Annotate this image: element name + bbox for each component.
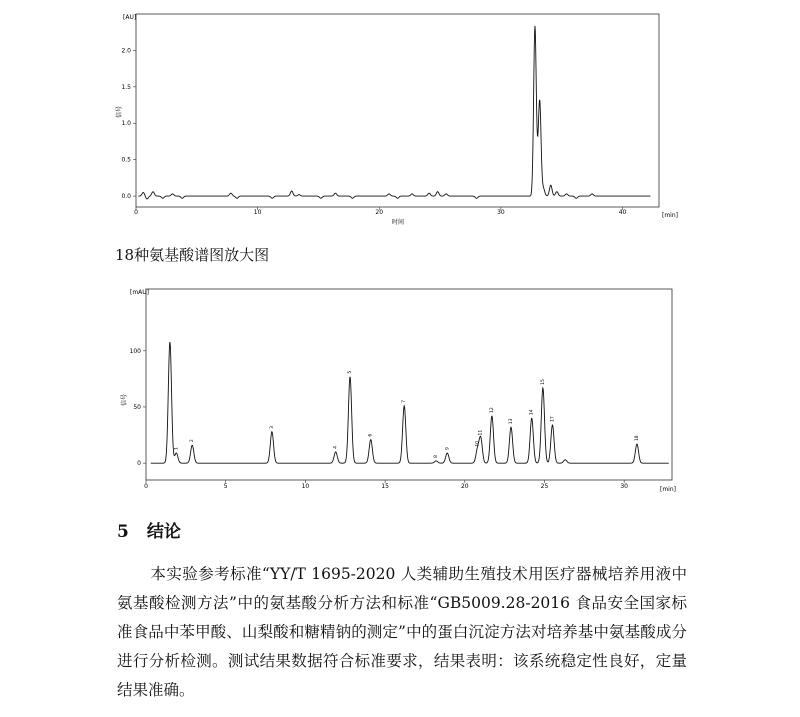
- chart2-y-tick-label: 100: [129, 347, 141, 355]
- peak-label: 11: [478, 429, 484, 436]
- chart1-x-tick-label: 20: [375, 209, 384, 216]
- chart1-xlabel: 时间: [391, 219, 405, 226]
- chart1-x-tick-label: 10: [253, 209, 262, 216]
- peak-label: 9: [445, 447, 451, 451]
- conclusion-paragraph: [117, 560, 687, 705]
- figure-caption: 18种氨基酸谱图放大图: [115, 246, 270, 264]
- chart1-x-unit: [min]: [662, 212, 678, 219]
- chart1-signal-trace: [138, 26, 650, 199]
- peak-label: 12: [489, 407, 495, 413]
- chart2-y-unit: [mAU]: [130, 289, 150, 296]
- peak-label: 3: [269, 425, 275, 429]
- chart1-y-tick-label: 2.0: [121, 47, 131, 55]
- chart2-x-tick-label: 25: [540, 483, 549, 490]
- peak-label: 17: [550, 416, 556, 422]
- chart2-x-tick-label: 15: [381, 483, 389, 490]
- chart-amino-acid-expanded: [120, 289, 676, 493]
- chart2-x-tick-label: 0: [144, 483, 148, 490]
- peak-label: 5: [348, 370, 354, 374]
- chart2-y-tick-label: 0: [137, 460, 141, 468]
- chart1-y-tick-label: 0.0: [121, 193, 131, 201]
- chart2-frame: [146, 289, 672, 480]
- chart2-y-tick-label: 50: [133, 403, 141, 411]
- chart1-y-tick-label: 1.0: [121, 120, 131, 128]
- chart1-x-tick-label: 0: [134, 209, 138, 216]
- section-title: 结论: [146, 522, 181, 542]
- chart1-ylabel: 信号: [116, 105, 123, 119]
- chart1-x-tick-label: 40: [618, 209, 627, 216]
- chart2-x-unit: [min]: [660, 486, 676, 493]
- chart2-ylabel: 信号: [121, 393, 128, 407]
- peak-label: 18: [634, 435, 640, 442]
- peak-label: 6: [368, 433, 374, 437]
- peak-label: 4: [333, 446, 339, 449]
- peak-label: 15: [540, 379, 546, 385]
- chart1-y-tick-label: 0.5: [121, 156, 131, 164]
- peak-label: 13: [509, 418, 515, 425]
- chart2-x-tick-label: 5: [223, 483, 228, 490]
- peak-label: 2: [190, 439, 196, 443]
- section-heading: [117, 517, 181, 542]
- peak-label: 14: [529, 409, 535, 416]
- chart1-x-tick-label: 30: [497, 209, 505, 216]
- peak-label: 1: [174, 447, 180, 451]
- chart-full-chromatogram: [115, 14, 678, 226]
- chart1-frame: [136, 14, 659, 207]
- chart2-x-tick-label: 10: [301, 483, 310, 490]
- chart1-y-tick-label: 1.5: [121, 83, 131, 91]
- chart2-x-tick-label: 30: [620, 483, 629, 490]
- peak-label: 7: [402, 399, 408, 403]
- section-number: 5: [117, 522, 129, 542]
- peak-label: 8: [434, 455, 440, 458]
- chart1-y-unit: [AU]: [123, 14, 137, 21]
- peak-label: 10: [475, 440, 481, 447]
- chart2-signal-trace: [151, 342, 669, 463]
- conclusion-text: 本实验参考标准“YY/T 1695-2020 人类辅助生殖技术用医疗器械培养用液中氨基酸检测方法”中的氨基酸分析方法和标准“GB5009.28-2016 食品安全国家标准食品中苯甲酸、山梨酸和糖精钠的测定”中的蛋白沉淀方法对培养基中氨基酸成分进行分析检测。测试结果数据符合标准要求，结果表明：该系统稳定性良好，定量结果准确。: [117, 565, 687, 699]
- chart2-x-tick-label: 20: [460, 483, 469, 490]
